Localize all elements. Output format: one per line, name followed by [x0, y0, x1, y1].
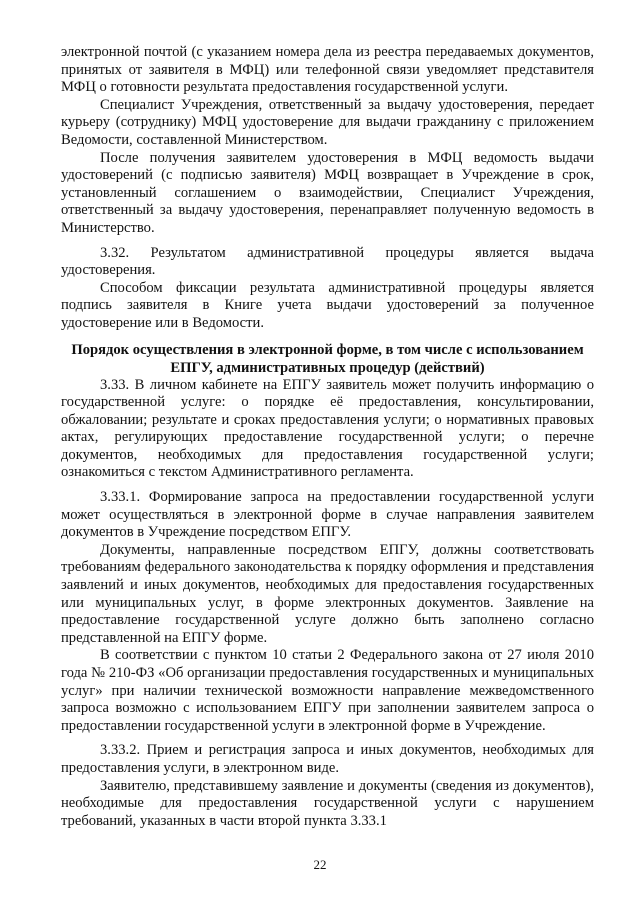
paragraph-3-33: 3.33. В личном кабинете на ЕПГУ заявитель может получить информацию о государственной услуге: о порядке её предоставления, консультировании, обжаловании; результате и сроках предоставления услуги; о нормативных правовых актах, регулирующих предоставление государственной услуги; о перечне документов, необходимых для предоставления государственной услуги; ознакомиться с текстом Административного регламента. — [61, 376, 594, 481]
paragraph-documents-requirements: Документы, направленные посредством ЕПГУ, должны соответствовать требованиям федерального законодательства к порядку оформления и представления заявлений и иных документов, необходимых для предоставления государственных или муниципальных услуг, в форме электронных документов. Заявление на предоставление государственной услуге должно быть заполнено согласно представленной на ЕПГУ форме. — [61, 541, 594, 646]
paragraph-statement-return: После получения заявителем удостоверения в МФЦ ведомость выдачи удостоверений (с подписью заявителя) МФЦ возвращает в Учреждение в срок, установленный соглашением о взаимодействии, Специалист Учреждения, ответственный за выдачу удостоверения, перенаправляет полученную ведомость в Министерство. — [61, 149, 594, 236]
paragraph-3-33-2: 3.33.2. Прием и регистрация запроса и иных документов, необходимых для предоставления услуги, в электронном виде. — [61, 742, 594, 776]
page-body — [61, 44, 594, 830]
paragraph-courier-transfer: Специалист Учреждения, ответственный за выдачу удостоверения, передает курьеру (сотруднику) МФЦ удостоверение для выдачи гражданину с приложением Ведомости, составленной Министерством. — [61, 96, 594, 148]
paragraph-3-32: 3.32. Результатом административной процедуры является выдача удостоверения. — [61, 244, 594, 279]
paragraph-federal-law: В соответствии с пунктом 10 статьи 2 Федерального закона от 27 июля 2010 года № 210-ФЗ «Об организации предоставления государственных и муниципальных услуг» при наличии технической возможности направление межведомственного запроса возможно с использованием ЕПГУ при заполнении заявителем запроса о предоставлении государственной услуги в электронной форме в Учреждение. — [61, 647, 594, 734]
paragraph-applicant-violations: Заявителю, представившему заявление и документы (сведения из документов), необходимые для предоставления государственной услуги с нарушением требований, указанных в части второй пункта 3.33.1 — [61, 777, 594, 829]
section-heading: Порядок осуществления в электронной форме, в том числе с использованием ЕПГУ, административных процедур (действий) — [71, 341, 584, 376]
page-number: 22 — [313, 857, 327, 872]
paragraph-continuation: электронной почтой (с указанием номера дела из реестра передаваемых документов, принятых от заявителя в МФЦ) или телефонной связи уведомляет представителя МФЦ о готовности результата предоставления государственной услуги. — [61, 44, 594, 96]
paragraph-3-33-1: 3.33.1. Формирование запроса на предоставлении государственной услуги может осуществляться в электронной форме в случае направления заявителем документов в Учреждение посредством ЕПГУ. — [61, 489, 594, 541]
paragraph-fixation-method: Способом фиксации результата административной процедуры является подпись заявителя в Книге учета выдачи удостоверений за полученное удостоверение или в Ведомости. — [61, 279, 594, 331]
